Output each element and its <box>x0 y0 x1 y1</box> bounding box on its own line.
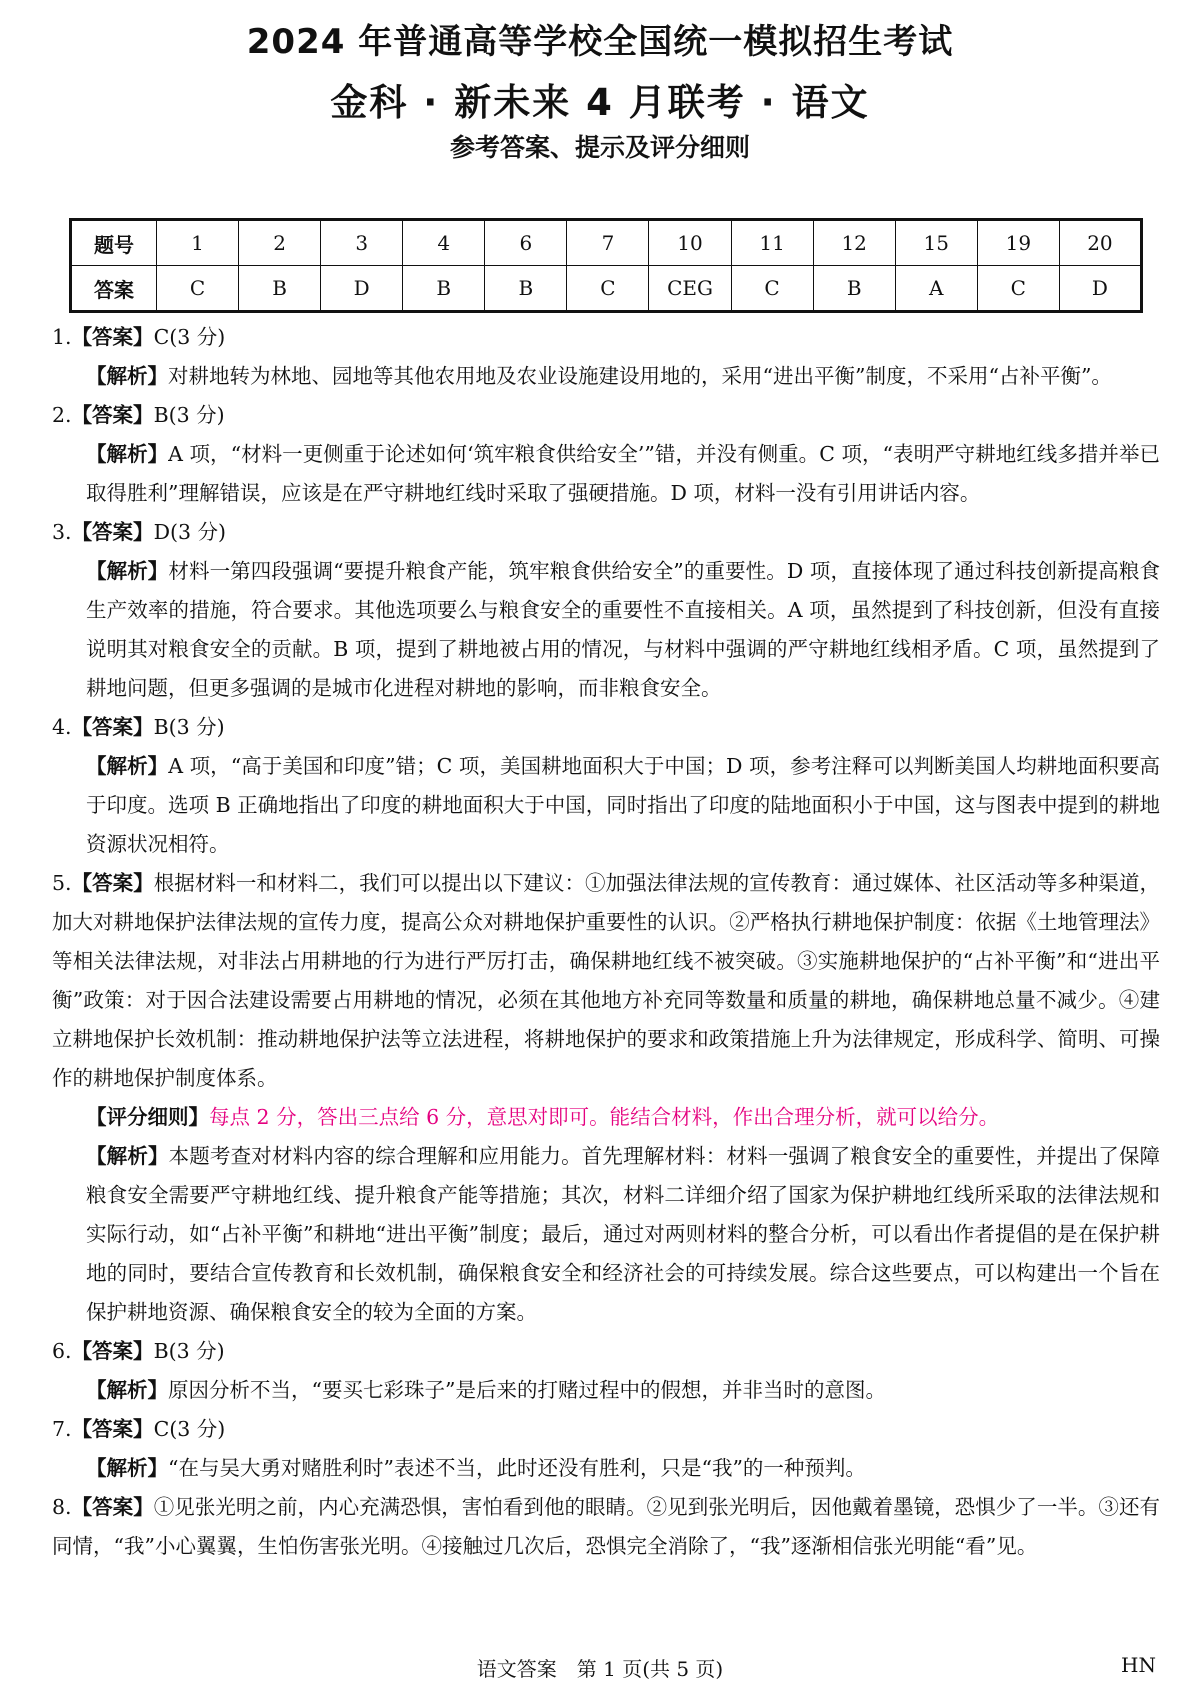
item-3-answer <box>52 513 1160 552</box>
item-1-analysis <box>52 357 1160 396</box>
item-7-answer <box>52 1410 1160 1449</box>
table-cell: C <box>567 266 649 312</box>
answer-text: B(3 分) <box>153 1339 225 1363</box>
table-cell: A <box>895 266 977 312</box>
exam-subtitle: 金科 · 新未来 4 月联考 · 语文 <box>330 81 870 124</box>
item-7-analysis <box>52 1449 1160 1488</box>
table-cell: D <box>1059 266 1141 312</box>
item-number: 8. <box>52 1495 72 1519</box>
table-cell: CEG <box>649 266 731 312</box>
answer-table <box>69 218 1143 313</box>
item-5-answer <box>52 864 1160 1098</box>
table-cell: 10 <box>649 220 731 266</box>
analysis-tag: 【解析】 <box>86 1378 168 1402</box>
analysis-text: A 项，“材料一更侧重于论述如何‘筑牢粮食供给安全’”错，并没有侧重。C 项，“表明严守耕地红线多措并举已取得胜利”理解错误，应该是在严守耕地红线时采取了强硬措施。D 项，材料一没有引用讲话内容。 <box>86 442 1160 505</box>
item-3-analysis <box>52 552 1160 708</box>
answer-tag: 【答案】 <box>71 871 154 895</box>
table-cell: 6 <box>485 220 567 266</box>
item-4-answer <box>52 708 1160 747</box>
table-cell: D <box>321 266 403 312</box>
table-row-question-numbers <box>71 220 1142 266</box>
analysis-tag: 【解析】 <box>86 442 169 466</box>
item-6-answer <box>52 1332 1160 1371</box>
answer-text: C(3 分) <box>153 325 226 349</box>
table-cell: 7 <box>567 220 649 266</box>
analysis-text: “在与吴大勇对赌胜利时”表述不当，此时还没有胜利，只是“我”的一种预判。 <box>168 1456 866 1480</box>
table-cell: 1 <box>157 220 239 266</box>
item-number: 6. <box>52 1339 72 1363</box>
table-cell: 15 <box>895 220 977 266</box>
table-row-answers <box>71 266 1142 312</box>
item-number: 3. <box>52 520 72 544</box>
item-number: 4. <box>52 715 72 739</box>
region-code: HN <box>1121 1653 1156 1677</box>
answer-text: C(3 分) <box>153 1417 226 1441</box>
answer-text: B(3 分) <box>153 715 225 739</box>
table-cell: B <box>239 266 321 312</box>
analysis-tag: 【解析】 <box>86 364 168 388</box>
table-cell: 4 <box>403 220 485 266</box>
answer-tag: 【答案】 <box>71 1495 154 1519</box>
item-number: 1. <box>52 325 72 349</box>
exam-title: 2024 年普通高等学校全国统一模拟招生考试 <box>246 22 954 62</box>
table-cell: B <box>813 266 895 312</box>
analysis-tag: 【解析】 <box>86 754 169 778</box>
analysis-text: 材料一第四段强调“要提升粮食产能，筑牢粮食供给安全”的重要性。D 项，直接体现了通过科技创新提高粮食生产效率的措施，符合要求。其他选项要么与粮食安全的重要性不直接相关。A 项，虽然提到了科技创新，但没有直接说明其对粮食安全的贡献。B 项，提到了耕地被占用的情况，与材料中强调的严守耕地红线相矛盾。C 项，虽然提到了耕地问题，但更多强调的是城市化进程对耕地的影响，而非粮食安全。 <box>86 559 1160 700</box>
item-number: 5. <box>52 871 72 895</box>
table-cell: 12 <box>813 220 895 266</box>
item-5-analysis <box>52 1137 1160 1332</box>
analysis-tag: 【解析】 <box>86 559 169 583</box>
item-2-answer <box>52 396 1160 435</box>
table-cell: B <box>485 266 567 312</box>
item-4-analysis <box>52 747 1160 864</box>
analysis-tag: 【解析】 <box>86 1456 168 1480</box>
table-cell: B <box>403 266 485 312</box>
table-cell: 2 <box>239 220 321 266</box>
page-footer: 语文答案 第 1 页(共 5 页) <box>476 1657 724 1681</box>
table-cell: 3 <box>321 220 403 266</box>
answer-text: B(3 分) <box>153 403 225 427</box>
table-cell: 11 <box>731 220 813 266</box>
table-cell: 19 <box>977 220 1059 266</box>
item-number: 7. <box>52 1417 72 1441</box>
answer-tag: 【答案】 <box>71 325 154 349</box>
answer-tag: 【答案】 <box>71 715 154 739</box>
answer-explanations <box>52 318 1160 1566</box>
analysis-text: 本题考查对材料内容的综合理解和应用能力。首先理解材料：材料一强调了粮食安全的重要性，并提出了保障粮食安全需要严守耕地红线、提升粮食产能等措施；其次，材料二详细介绍了国家为保护耕地红线所采取的法律法规和实际行动，如“占补平衡”和耕地“进出平衡”制度；最后，通过对两则材料的整合分析，可以看出作者提倡的是在保护耕地的同时，要结合宣传教育和长效机制，确保粮食安全和经济社会的可持续发展。综合这些要点，可以构建出一个旨在保护耕地资源、确保粮食安全的较为全面的方案。 <box>86 1144 1161 1324</box>
item-1-answer <box>52 318 1160 357</box>
table-header-answer: 答案 <box>71 266 157 312</box>
item-number: 2. <box>52 403 72 427</box>
answer-text: ①见张光明之前，内心充满恐惧，害怕看到他的眼睛。②见到张光明后，因他戴着墨镜，恐惧少了一半。③还有同情，“我”小心翼翼，生怕伤害张光明。④接触过几次后，恐惧完全消除了，“我”逐渐相信张光明能“看”见。 <box>52 1495 1161 1558</box>
scoring-text: 每点 2 分，答出三点给 6 分，意思对即可。能结合材料，作出合理分析，就可以给分。 <box>209 1105 1000 1129</box>
answer-tag: 【答案】 <box>71 1339 154 1363</box>
table-cell: 20 <box>1059 220 1141 266</box>
item-6-analysis <box>52 1371 1160 1410</box>
answer-tag: 【答案】 <box>71 403 154 427</box>
answer-tag: 【答案】 <box>71 520 154 544</box>
analysis-tag: 【解析】 <box>86 1144 169 1168</box>
scoring-tag: 【评分细则】 <box>86 1105 209 1129</box>
analysis-text: 对耕地转为林地、园地等其他农用地及农业设施建设用地的，采用“进出平衡”制度，不采用“占补平衡”。 <box>168 364 1112 388</box>
item-2-analysis <box>52 435 1160 513</box>
item-5-scoring <box>52 1098 1160 1137</box>
table-header-question: 题号 <box>71 220 157 266</box>
answer-text: 根据材料一和材料二，我们可以提出以下建议：①加强法律法规的宣传教育：通过媒体、社区活动等多种渠道，加大对耕地保护法律法规的宣传力度，提高公众对耕地保护重要性的认识。②严格执行耕地保护制度：依据《土地管理法》等相关法律法规，对非法占用耕地的行为进行严厉打击，确保耕地红线不被突破。③实施耕地保护的“占补平衡”和“进出平衡”政策：对于因合法建设需要占用耕地的情况，必须在其他地方补充同等数量和质量的耕地，确保耕地总量不减少。④建立耕地保护长效机制：推动耕地保护法等立法进程，将耕地保护的要求和政策措施上升为法律规定，形成科学、简明、可操作的耕地保护制度体系。 <box>52 871 1161 1090</box>
analysis-text: A 项，“高于美国和印度”错；C 项，美国耕地面积大于中国；D 项，参考注释可以判断美国人均耕地面积要高于印度。选项 B 正确地指出了印度的耕地面积大于中国，同时指出了印度的陆地面积小于中国，这与图表中提到的耕地资源状况相符。 <box>86 754 1161 856</box>
item-8-answer <box>52 1488 1160 1566</box>
analysis-text: 原因分析不当，“要买七彩珠子”是后来的打赌过程中的假想，并非当时的意图。 <box>168 1378 886 1402</box>
table-cell: C <box>977 266 1059 312</box>
answer-tag: 【答案】 <box>71 1417 154 1441</box>
table-cell: C <box>731 266 813 312</box>
table-cell: C <box>157 266 239 312</box>
answer-text: D(3 分) <box>153 520 227 544</box>
answer-key-heading: 参考答案、提示及评分细则 <box>449 133 750 162</box>
